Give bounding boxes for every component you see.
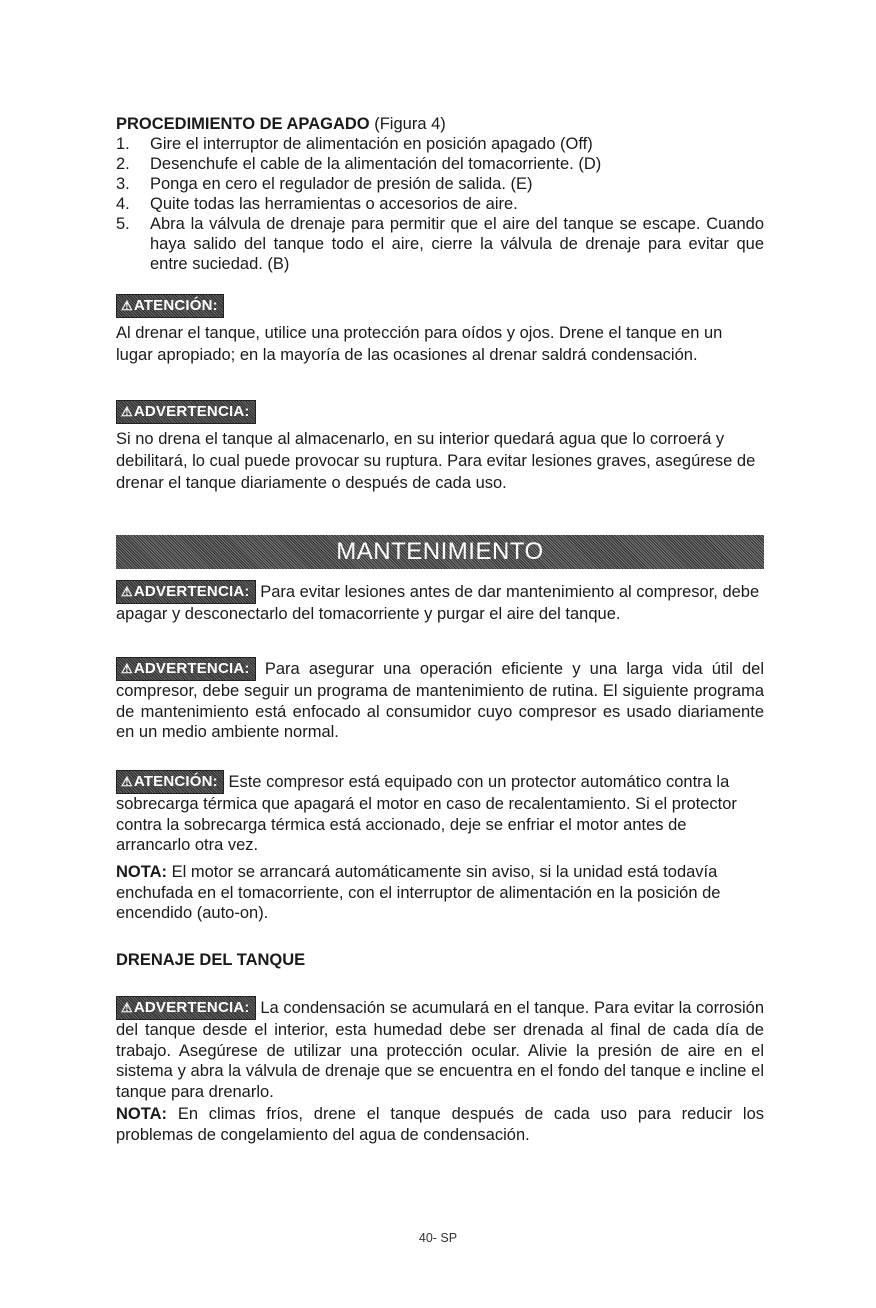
caution-badge [116,294,224,318]
note-label: NOTA: [116,863,168,881]
step-number: 3. [116,175,130,193]
list-item [116,214,764,274]
drain-warning-text: La condensación se acumulará en el tanque. Para evitar la corrosión del tanque desde el interior, esta humedad debe ser drenada al final de cada día de trabajo. Asegúrese de utilizar una protección ocular. Alivie la presión de aire en el sistema y abra la válvula de drenaje que se encuentra en el fondo del tanque e incline el tanque para drenarlo. [116,999,765,1101]
warning-storage-block [116,400,764,494]
caution-drain-block [116,294,764,366]
step-number: 2. [116,155,130,173]
drain-heading-block [116,950,764,970]
warning-triangle-icon: ⚠ [121,774,133,789]
maintenance-warning-2 [116,657,764,743]
drain-heading: DRENAJE DEL TANQUE [116,951,306,969]
maintenance-warning-1 [116,580,764,625]
warning-badge [116,996,256,1020]
warning-triangle-icon: ⚠ [121,298,133,313]
note-label: NOTA: [116,1105,168,1123]
warning-triangle-icon: ⚠ [121,404,133,419]
warning-badge [116,580,256,604]
drain-note [116,1104,764,1145]
figure-reference: (Figura 4) [374,115,446,133]
step-number: 4. [116,195,130,213]
warning-badge [116,400,256,424]
step-text: Abra la válvula de drenaje para permitir que el aire del tanque se escape. Cuando haya salido del tanque todo el aire, cierre la válvula de drenaje para evitar que entre suciedad. (B) [150,215,764,273]
warning-label: ADVERTENCIA: [133,403,250,420]
maintenance-warning-2-text: Para asegurar una operación eficiente y una larga vida útil del compresor, debe seguir un programa de mantenimiento de rutina. El siguiente programa de mantenimiento está enfocado al consumidor cuyo compresor es usado diariamente en un medio ambiente normal. [116,660,764,741]
list-item [116,134,764,154]
warning-triangle-icon: ⚠ [121,584,133,599]
shutdown-section [116,114,764,274]
shutdown-heading [116,114,764,134]
step-text: Desenchufe el cable de la alimentación del tomacorriente. (D) [150,155,602,173]
warning-label: ADVERTENCIA: [133,660,250,677]
page-number: 40- SP [418,1231,458,1245]
caution-label: ATENCIÓN: [133,773,218,790]
step-number: 1. [116,135,130,153]
list-item [116,154,764,174]
maintenance-banner: MANTENIMIENTO [116,535,764,569]
step-text: Quite todas las herramientas o accesorios de aire. [150,195,518,213]
step-text: Gire el interruptor de alimentación en posición apagado (Off) [150,135,593,153]
warning-label: ADVERTENCIA: [133,999,250,1016]
step-text: Ponga en cero el regulador de presión de salida. (E) [150,175,533,193]
shutdown-title: PROCEDIMIENTO DE APAGADO [116,115,370,133]
step-number: 5. [116,215,130,233]
maintenance-note-text: El motor se arrancará automáticamente sin aviso, si la unidad está todavía enchufada en el tomacorriente, con el interruptor de alimentación en la posición de encendido (auto-on). [116,863,721,922]
maintenance-warning-1-text: Para evitar lesiones antes de dar mantenimiento al compresor, debe apagar y desconectarlo del tomacorriente y purgar el aire del tanque. [116,583,760,623]
warning-storage-text: Si no drena el tanque al almacenarlo, en su interior quedará agua que lo corroerá y debilitará, lo cual puede provocar su ruptura. Para evitar lesiones graves, asegúrese de drenar el tanque diariamente o después de cada uso. [116,430,756,492]
caution-label: ATENCIÓN: [133,297,218,314]
maintenance-caution-text: Este compresor está equipado con un protector automático contra la sobrecarga térmica que apagará el motor en caso de recalentamiento. Si el protector contra la sobrecarga térmica está accionado, deje se enfriar el motor antes de arrancarlo otra vez. [116,773,737,854]
maintenance-note [116,862,764,924]
warning-badge [116,657,256,681]
caution-badge [116,770,224,794]
maintenance-caution [116,770,764,856]
caution-drain-text: Al drenar el tanque, utilice una protección para oídos y ojos. Drene el tanque en un lugar apropiado; en la mayoría de las ocasiones al drenar saldrá condensación. [116,324,723,364]
warning-label: ADVERTENCIA: [133,583,250,600]
list-item [116,194,764,214]
drain-note-text: En climas fríos, drene el tanque después de cada uso para reducir los problemas de congelamiento del agua de condensación. [116,1105,764,1144]
shutdown-steps [116,134,764,274]
warning-triangle-icon: ⚠ [121,661,133,676]
drain-warning [116,996,764,1102]
list-item [116,174,764,194]
warning-triangle-icon: ⚠ [121,1000,133,1015]
